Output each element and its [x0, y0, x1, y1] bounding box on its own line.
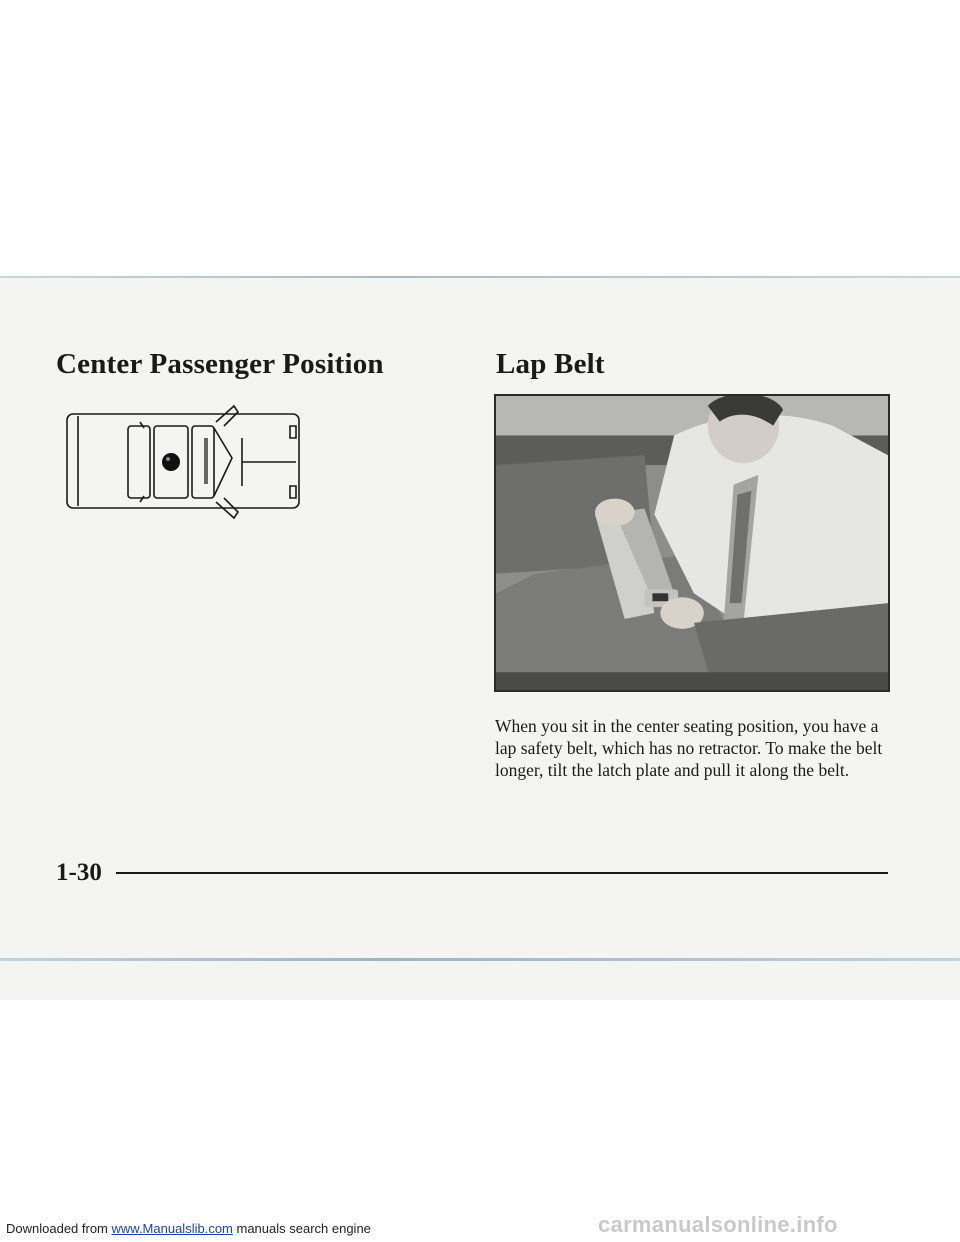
bottom-rule	[0, 958, 960, 961]
watermark-text: carmanualsonline.info	[598, 1212, 838, 1237]
download-prefix: Downloaded from	[6, 1221, 112, 1236]
download-suffix: manuals search engine	[232, 1221, 371, 1236]
vehicle-seating-diagram	[64, 398, 304, 526]
lap-belt-photo	[494, 394, 890, 692]
footer-rule	[116, 872, 888, 874]
manualslib-link[interactable]: www.Manualslib.com	[111, 1221, 233, 1236]
section-heading-center-passenger: Center Passenger Position	[56, 348, 384, 380]
page-number: 1-30	[56, 859, 102, 886]
download-credit	[6, 1221, 371, 1236]
lap-belt-description: When you sit in the center seating position, you have a lap safety belt, which has no retractor. To make the belt longer, tilt the latch plate and pull it along the belt.	[495, 716, 883, 780]
section-heading-lap-belt: Lap Belt	[496, 348, 605, 380]
